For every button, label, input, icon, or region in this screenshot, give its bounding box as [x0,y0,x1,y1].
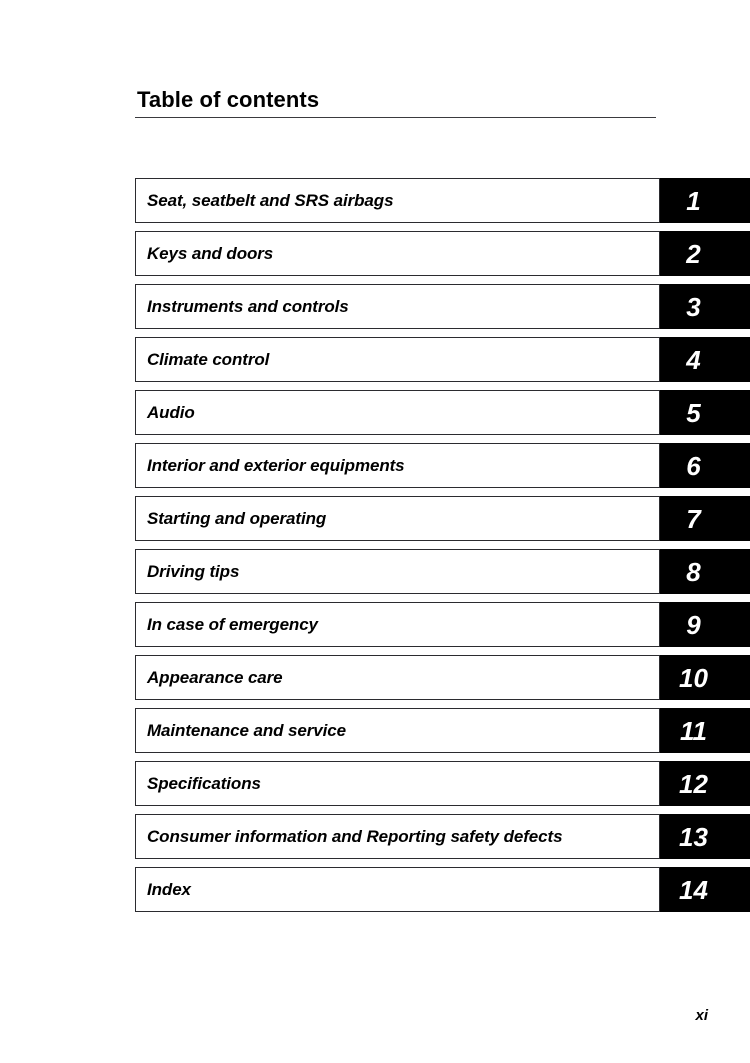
toc-entry-chapter-number: 9 [686,609,701,640]
toc-entry-label-box[interactable] [135,443,660,488]
toc-entry-label-box[interactable] [135,231,660,276]
toc-entry-row[interactable] [135,655,750,700]
toc-entry-label: Specifications [147,773,261,793]
toc-entry-row[interactable] [135,814,750,859]
toc-entry-row[interactable] [135,496,750,541]
toc-entry-label: Interior and exterior equipments [147,455,405,475]
toc-entry-chapter-tab[interactable] [660,284,750,329]
toc-entry-label-box[interactable] [135,390,660,435]
toc-entry-chapter-number: 13 [679,821,708,852]
toc-entry-row[interactable] [135,443,750,488]
toc-entry-chapter-number: 8 [686,556,701,587]
toc-entry-label-box[interactable] [135,284,660,329]
toc-entry-label-box[interactable] [135,602,660,647]
toc-entry-label: Starting and operating [147,508,327,528]
toc-entry-chapter-tab[interactable] [660,390,750,435]
table-of-contents-list [135,178,750,912]
toc-entry-row[interactable] [135,337,750,382]
toc-entry-chapter-number: 6 [686,450,701,481]
toc-entry-chapter-tab[interactable] [660,443,750,488]
toc-entry-label-box[interactable] [135,867,660,912]
toc-entry-chapter-number: 3 [686,291,701,322]
toc-entry-chapter-tab[interactable] [660,337,750,382]
toc-entry-chapter-number: 10 [679,662,708,693]
toc-entry-chapter-tab[interactable] [660,178,750,223]
toc-entry-chapter-tab[interactable] [660,761,750,806]
toc-entry-label: In case of emergency [147,614,318,634]
toc-entry-label-box[interactable] [135,178,660,223]
toc-entry-label: Climate control [147,349,270,369]
toc-entry-row[interactable] [135,761,750,806]
toc-entry-label: Index [147,879,191,899]
toc-entry-label-box[interactable] [135,549,660,594]
toc-entry-label: Driving tips [147,561,240,581]
toc-entry-label: Seat, seatbelt and SRS airbags [147,190,394,210]
toc-entry-label-box[interactable] [135,708,660,753]
toc-entry-chapter-number: 11 [680,715,707,746]
toc-entry-chapter-number: 14 [679,874,708,905]
toc-entry-row[interactable] [135,708,750,753]
toc-entry-chapter-number: 7 [686,503,701,534]
toc-entry-chapter-tab[interactable] [660,549,750,594]
title-block [135,86,656,118]
toc-entry-label: Keys and doors [147,243,274,263]
toc-entry-chapter-number: 1 [686,185,701,216]
toc-entry-chapter-number: 2 [686,238,701,269]
toc-entry-chapter-tab[interactable] [660,708,750,753]
toc-entry-label: Appearance care [147,667,283,687]
title-underline-rule [135,117,656,118]
page-title: Table of contents [137,87,320,112]
toc-entry-label-box[interactable] [135,496,660,541]
toc-entry-row[interactable] [135,231,750,276]
toc-entry-chapter-number: 12 [679,768,708,799]
toc-entry-row[interactable] [135,549,750,594]
toc-entry-label: Audio [147,402,195,422]
toc-entry-chapter-tab[interactable] [660,814,750,859]
toc-entry-label-box[interactable] [135,655,660,700]
toc-entry-row[interactable] [135,867,750,912]
toc-entry-row[interactable] [135,602,750,647]
toc-entry-chapter-tab[interactable] [660,867,750,912]
toc-entry-label-box[interactable] [135,761,660,806]
toc-entry-chapter-tab[interactable] [660,655,750,700]
toc-entry-label: Consumer information and Reporting safety defects [147,826,563,846]
toc-entry-label: Maintenance and service [147,720,346,740]
toc-entry-chapter-tab[interactable] [660,496,750,541]
toc-entry-label-box[interactable] [135,337,660,382]
toc-entry-row[interactable] [135,178,750,223]
toc-entry-chapter-tab[interactable] [660,602,750,647]
toc-entry-row[interactable] [135,390,750,435]
toc-entry-row[interactable] [135,284,750,329]
toc-entry-chapter-number: 5 [686,397,701,428]
toc-entry-chapter-number: 4 [686,344,701,375]
toc-entry-label-box[interactable] [135,814,660,859]
page-number: xi [695,1007,708,1024]
toc-entry-chapter-tab[interactable] [660,231,750,276]
toc-entry-label: Instruments and controls [147,296,349,316]
